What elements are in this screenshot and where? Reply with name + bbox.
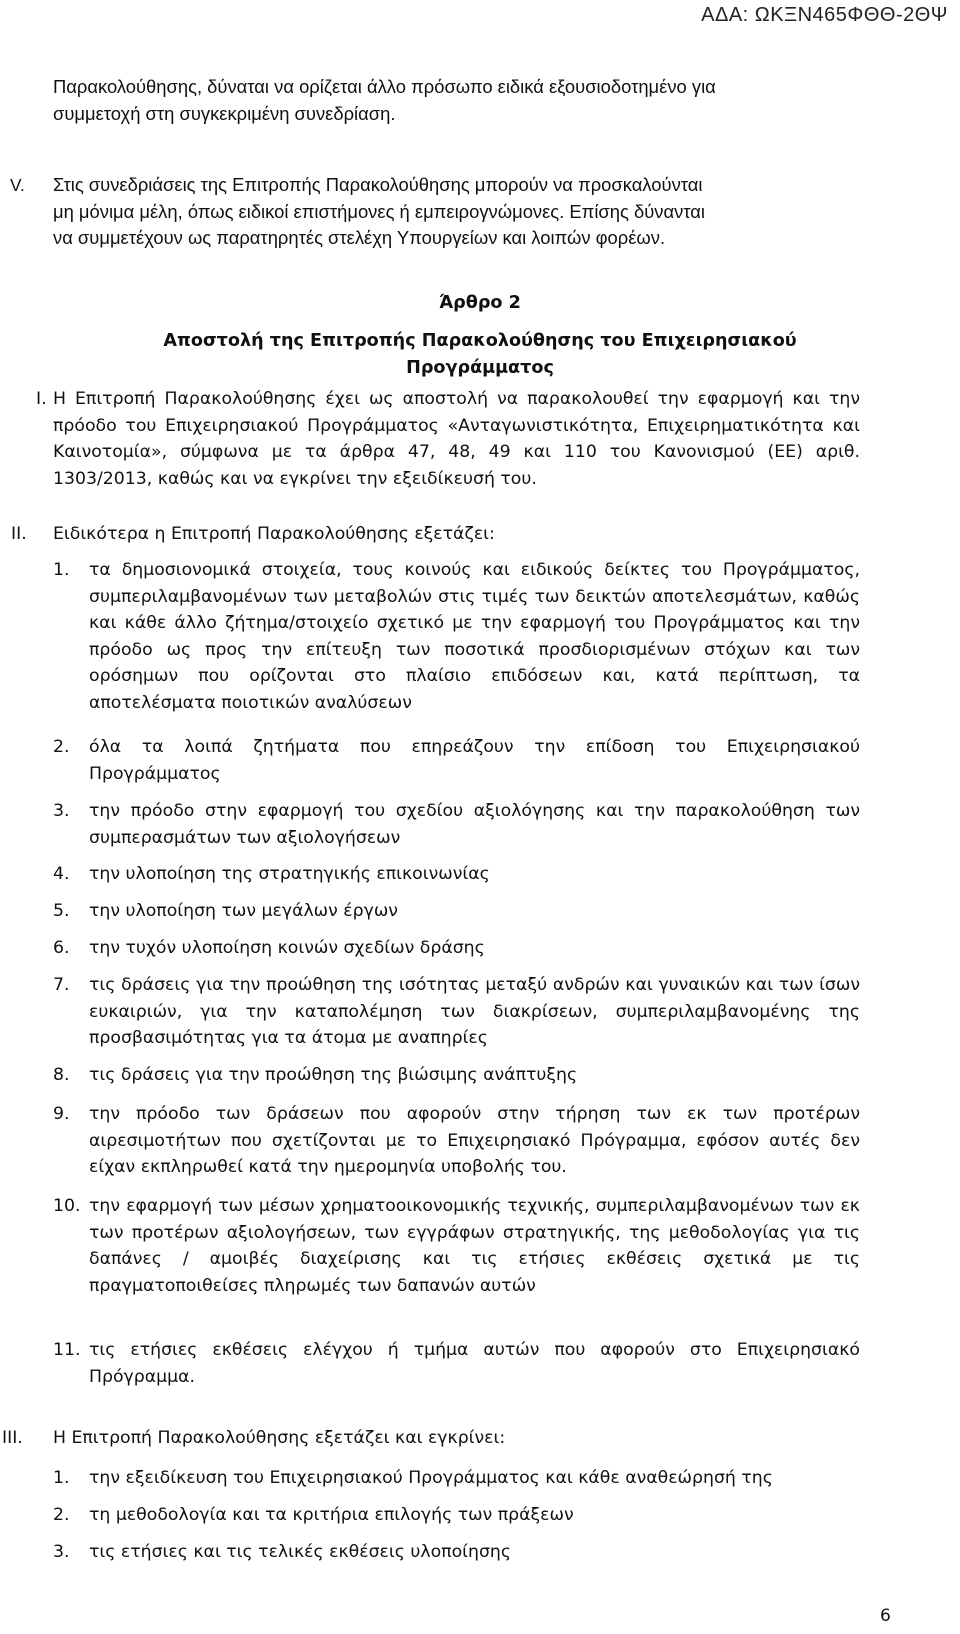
ii-item-2-text: όλα τα λοιπά ζητήματα που επηρεάζουν την επίδοση του Επιχειρησιακού Προγράμματος [89, 737, 860, 784]
section-i-text: Η Επιτροπή Παρακολούθησης έχει ως αποστολή να παρακολουθεί την εφαρμογή και την πρόοδο του Επιχειρησιακού Προγράμματος «Ανταγωνιστικότητα, Επιχειρηματικότητα και Καινοτομία», σύμφωνα με τα άρθρα 47, 48, 49 και 110 του Κανονισμού (ΕΕ) αριθ. 1303/2013, καθώς και να εγκρίνει την εξειδίκευσή του. [53, 389, 860, 489]
ii-item-10-text: την εφαρμογή των μέσων χρηματοοικονομικής τεχνικής, συμπεριλαμβανομένων των εκ των προτέρων αξιολογήσεων, των εγγράφων στρατηγικής, της μεθοδολογίας για τις δαπάνες / αμοιβές διαχείρισης και τις ετήσιες εκθέσεις σχετικά με τις πραγματοποιθείσες πληρωμές των δαπανών αυτών [89, 1196, 860, 1296]
ii-item-6-num: 6. [53, 938, 70, 958]
ii-item-8-text: τις δράσεις για την προώθηση της βιώσιμης ανάπτυξης [89, 1065, 578, 1085]
section-i-label: I. [36, 389, 47, 409]
ii-item-8-num: 8. [53, 1065, 70, 1085]
section-iii-intro: Η Επιτροπή Παρακολούθησης εξετάζει και εγκρίνει: [53, 1428, 506, 1448]
page-number: 6 [880, 1606, 891, 1626]
ii-item-11-num: 11. [53, 1340, 81, 1360]
article-subtitle-line-1: Αποστολή της Επιτροπής Παρακολούθησης του Επιχειρησιακού [163, 331, 797, 351]
section-ii-label: II. [11, 524, 27, 544]
ii-item-7-text: τις δράσεις για την προώθηση της ισότητας μεταξύ ανδρών και γυναικών και των ίσων ευκαιριών, για την καταπολέμηση των διακρίσεων, συμπεριλαμβανομένης της προσβασιμότητας για τα άτομα με αναπηρίες [89, 975, 860, 1048]
ii-item-7-num: 7. [53, 975, 70, 995]
ii-item-9-num: 9. [53, 1104, 70, 1124]
item-v-line-1: Στις συνεδριάσεις της Επιτροπής Παρακολούθησης μπορούν να προσκαλούνται [53, 174, 703, 195]
ii-item-5-text: την υλοποίηση των μεγάλων έργων [89, 901, 398, 921]
ii-item-1-text: τα δημοσιονομικά στοιχεία, τους κοινούς και ειδικούς δείκτες του Προγράμματος, συμπεριλαμβανομένων των μεταβολών στις τιμές των δεικτών αποτελεσμάτων, καθώς και κάθε άλλο ζήτημα/στοιχείο σχετικό με την εφαρμογή του Προγράμματος και την πρόοδο ως προς την επίτευξη των ποσοτικά προσδιορισμένων στόχων και των ορόσημων που ορίζονται στο πλαίσιο επιδόσεων και, κατά περίπτωση, τα αποτελέσματα ποιοτικών αναλύσεων [89, 560, 860, 713]
iii-item-3-text: τις ετήσιες και τις τελικές εκθέσεις υλοποίησης [89, 1542, 511, 1562]
ada-code: ΑΔΑ: ΩΚΞΝ465ΦΘΘ-2ΘΨ [701, 4, 948, 26]
ii-item-6-text: την τυχόν υλοποίηση κοινών σχεδίων δράσης [89, 938, 485, 958]
ii-item-3-num: 3. [53, 801, 70, 821]
ii-item-10-num: 10. [53, 1196, 81, 1216]
intro-line-2: συμμετοχή στη συγκεκριμένη συνεδρίαση. [53, 102, 396, 124]
item-v-paragraph [53, 172, 913, 252]
item-v-label: V. [10, 175, 25, 195]
ii-item-3-text: την πρόοδο στην εφαρμογή του σχεδίου αξιολόγησης και την παρακολούθηση των συμπερασμάτων των αξιολογήσεων [89, 801, 860, 848]
iii-item-2-text: τη μεθοδολογία και τα κριτήρια επιλογής των πράξεων [89, 1505, 574, 1525]
article-title: Άρθρο 2 [439, 293, 521, 313]
article-subtitle-line-2: Προγράμματος [406, 358, 554, 378]
ii-item-9-text: την πρόοδο των δράσεων που αφορούν στην τήρηση των εκ των προτέρων αιρεσιμοτήτων που σχετίζονται με το Επιχειρησιακό Πρόγραμμα, εφόσον αυτές δεν είχαν εκπληρωθεί κατά την ημερομηνία υποβολής του. [89, 1104, 860, 1177]
ii-item-5-num: 5. [53, 901, 70, 921]
item-v-line-3: να συμμετέχουν ως παρατηρητές στελέχη Υπουργείων και λοιπών φορέων. [53, 227, 666, 248]
iii-item-3-num: 3. [53, 1542, 70, 1562]
section-iii-label: III. [2, 1428, 23, 1448]
section-ii-intro: Ειδικότερα η Επιτροπή Παρακολούθησης εξετάζει: [53, 524, 495, 544]
iii-item-1-num: 1. [53, 1468, 70, 1488]
item-v-line-2: μη μόνιμα μέλη, όπως ειδικοί επιστήμονες ή εμπειρογνώμονες. Επίσης δύνανται [53, 200, 706, 222]
ii-item-4-text: την υλοποίηση της στρατηγικής επικοινωνίας [89, 864, 490, 884]
ii-item-4-num: 4. [53, 864, 70, 884]
intro-line-1: Παρακολούθησης, δύναται να ορίζεται άλλο πρόσωπο ειδικά εξουσιοδοτημένο για [53, 76, 716, 97]
ii-item-11-text: τις ετήσιες εκθέσεις ελέγχου ή τμήμα αυτών που αφορούν στο Επιχειρησιακό Πρόγραμμα. [89, 1340, 860, 1387]
article-subtitle [60, 328, 900, 382]
iii-item-2-num: 2. [53, 1505, 70, 1525]
ii-item-2-num: 2. [53, 737, 70, 757]
intro-paragraph [53, 74, 913, 127]
ii-item-1-num: 1. [53, 560, 70, 580]
iii-item-1-text: την εξειδίκευση του Επιχειρησιακού Προγράμματος και κάθε αναθεώρησή της [89, 1468, 773, 1488]
